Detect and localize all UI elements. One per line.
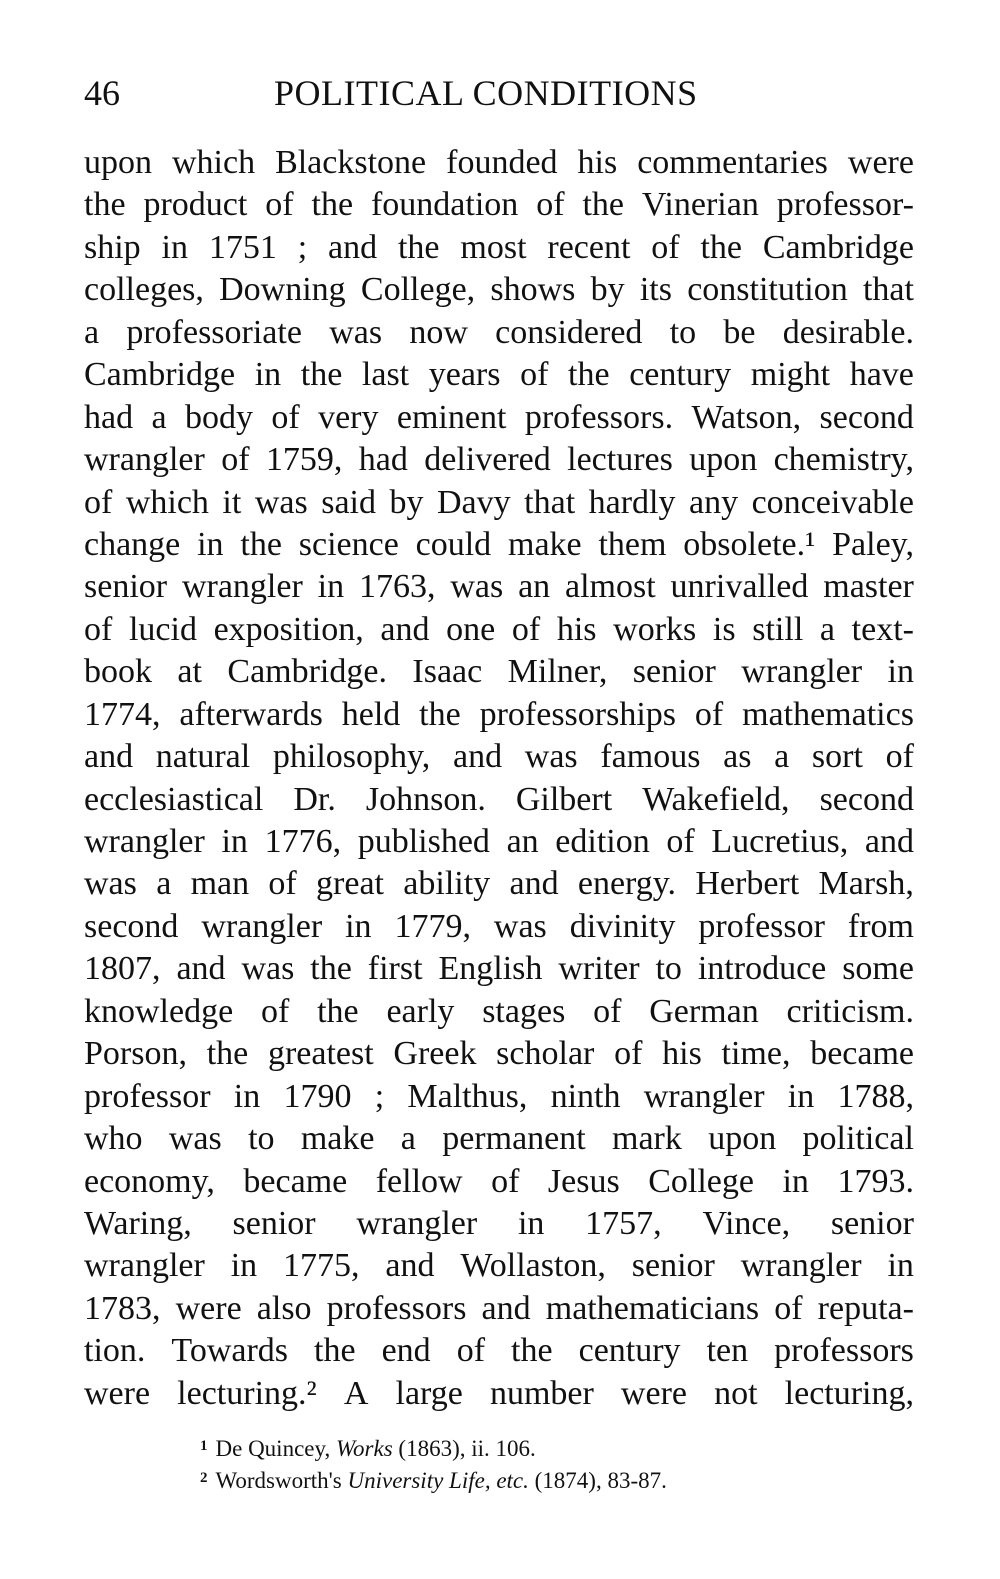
text-line: and natural philosophy, and was famous as a sort of — [84, 738, 914, 776]
text-line: knowledge of the early stages of German criticism. — [84, 992, 914, 1030]
footnote-marker: 1 — [200, 1438, 208, 1454]
running-title: POLITICAL CONDITIONS — [274, 73, 698, 113]
text-line: ship in 1751 ; and the most recent of the Cambridge — [84, 228, 914, 266]
text-line: who was to make a permanent mark upon political — [84, 1120, 914, 1158]
footnote-italic-title: University Life, etc. — [347, 1468, 529, 1493]
body-text — [84, 142, 914, 1415]
text-line: senior wrangler in 1763, was an almost unrivalled master — [84, 568, 914, 606]
text-line: wrangler in 1775, and Wollaston, senior wrangler in — [84, 1247, 914, 1285]
text-line: Cambridge in the last years of the century might have — [84, 356, 914, 394]
text-line: colleges, Downing College, shows by its constitution that — [84, 271, 914, 309]
text-line: the product of the foundation of the Vinerian professor- — [84, 186, 914, 224]
text-line: was a man of great ability and energy. Herbert Marsh, — [84, 865, 914, 903]
footnotes — [200, 1430, 900, 1494]
footnote-marker: 2 — [200, 1470, 208, 1486]
page-header — [84, 72, 914, 122]
text-line: book at Cambridge. Isaac Milner, senior wrangler in — [84, 653, 914, 691]
footnote-italic-title: Works — [336, 1436, 393, 1461]
text-line: 1783, were also professors and mathematicians of reputa- — [84, 1289, 914, 1327]
text-line: second wrangler in 1779, was divinity professor from — [84, 907, 914, 945]
text-line: wrangler in 1776, published an edition of Lucretius, and — [84, 823, 914, 860]
text-line: 1774, afterwards held the professorships of mathematics — [84, 695, 914, 733]
footnote-text: (1874), 83-87. — [528, 1468, 667, 1493]
footnote-text: Wordsworth's — [215, 1468, 348, 1493]
text-line: change in the science could make them obsolete.¹ Paley, — [84, 525, 914, 563]
text-line: had a body of very eminent professors. Watson, second — [84, 398, 914, 436]
text-line: professor in 1790 ; Malthus, ninth wrangler in 1788, — [84, 1077, 914, 1115]
text-line: economy, became fellow of Jesus College in 1793. — [84, 1162, 914, 1200]
text-line: upon which Blackstone founded his commentaries were — [84, 144, 914, 181]
footnote-text: De Quincey, — [215, 1436, 336, 1461]
text-line: were lecturing.² A large number were not lecturing, — [84, 1374, 914, 1412]
text-line: of which it was said by Davy that hardly any conceivable — [84, 483, 914, 521]
text-line: wrangler of 1759, had delivered lectures upon chemistry, — [84, 441, 914, 479]
text-line: Waring, senior wrangler in 1757, Vince, senior — [84, 1204, 914, 1242]
text-line: a professoriate was now considered to be desirable. — [84, 313, 914, 351]
footnote — [200, 1462, 900, 1494]
footnote — [200, 1430, 900, 1462]
footnote-text: (1863), ii. 106. — [392, 1436, 536, 1461]
text-line: Porson, the greatest Greek scholar of his time, became — [84, 1035, 914, 1073]
text-line: tion. Towards the end of the century ten professors — [84, 1332, 914, 1370]
text-line: ecclesiastical Dr. Johnson. Gilbert Wakefield, second — [84, 780, 914, 818]
text-line: of lucid exposition, and one of his works is still a text- — [84, 610, 914, 648]
text-line: 1807, and was the first English writer to introduce some — [84, 950, 914, 988]
page-number: 46 — [84, 73, 120, 113]
